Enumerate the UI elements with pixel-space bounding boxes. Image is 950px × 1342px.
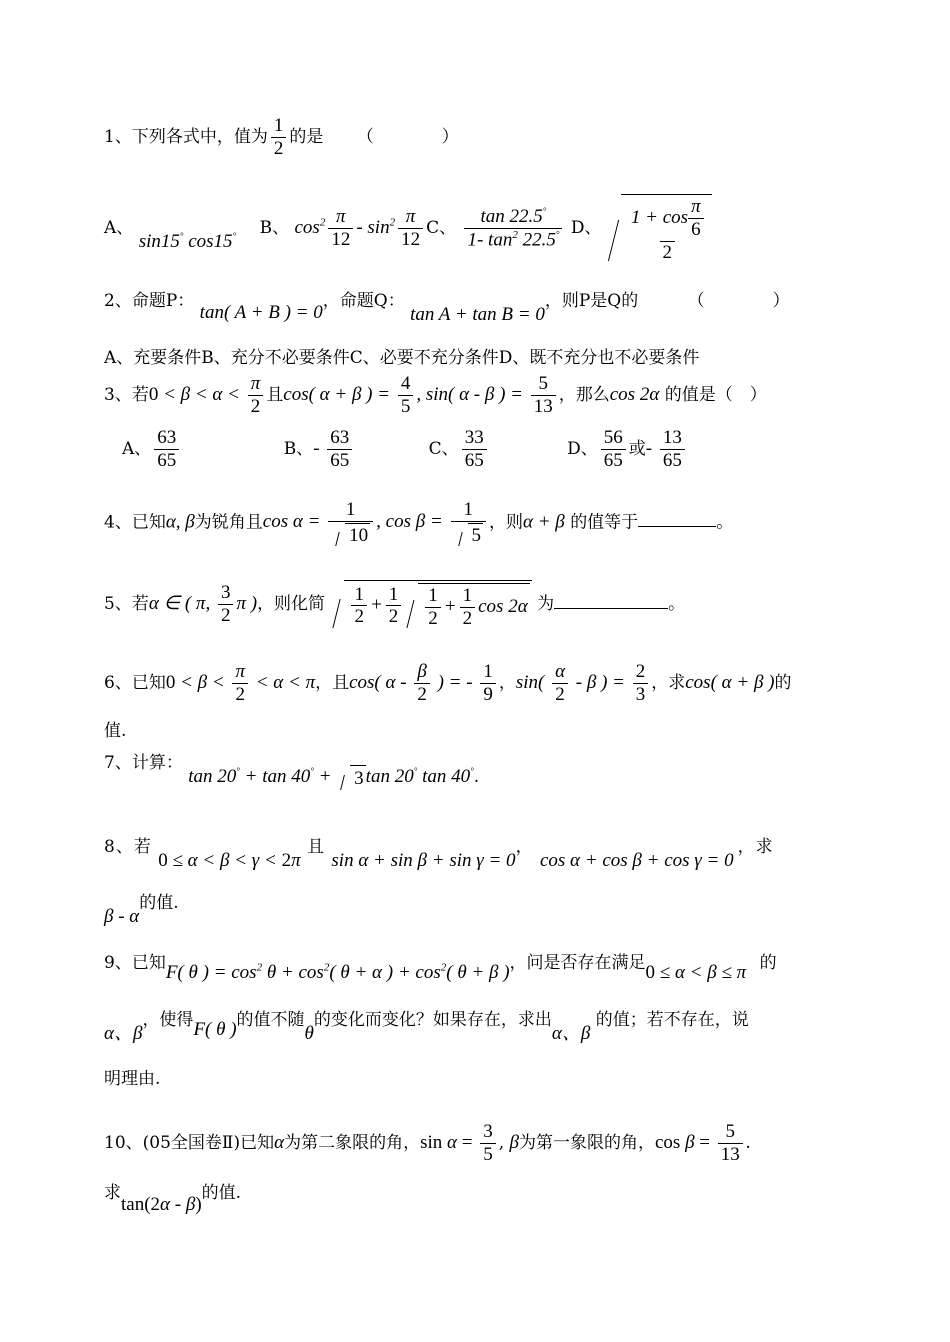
q10-beta: β: [509, 1131, 519, 1153]
q7-lead: 7、计算：: [104, 753, 183, 773]
q5-lead: 5、若: [104, 593, 149, 614]
q3-qie: 且: [266, 384, 284, 405]
q10-mid2: 为第一象限的角，: [519, 1132, 655, 1153]
q2-mid: ，命题Q：: [322, 291, 405, 311]
q6-target: cos( α + β ): [685, 671, 775, 693]
q3-or: 或: [628, 438, 646, 459]
q9-de: 的: [759, 953, 777, 973]
question-9: [104, 948, 777, 983]
question-3-options: [122, 428, 688, 471]
q3-option-b-value: - $\frac{63}{65}$: [313, 438, 355, 459]
option-d-formula: 1 + cos $\frac{\pi}{6}$ 2: [607, 194, 712, 263]
answer-paren: （ ）: [687, 291, 790, 311]
question-3: [104, 374, 767, 417]
q6-condition: 0 < β < $\frac{\pi}{2}$ < α < π: [165, 661, 316, 705]
q8-cos-sum: cos α + cos β + cos γ = 0: [539, 850, 734, 871]
q8-comma: ，: [515, 837, 534, 857]
q4-lead: 4、已知: [104, 512, 166, 533]
q8-lead: 8、若: [104, 837, 152, 857]
q10-lead: 10、(05全国卷Ⅱ)已知: [104, 1132, 275, 1153]
q3-lead: 3、若: [104, 384, 149, 405]
q8-target: β - α: [104, 906, 140, 927]
q9-mid: ，问是否存在满足: [509, 953, 646, 973]
q5-end: 。: [668, 593, 686, 614]
q4-mid: 为锐角且: [194, 512, 263, 533]
q10-tail: 的值.: [201, 1183, 242, 1203]
q3-end: 的值是（ ）: [664, 384, 767, 405]
q8-sin-sum: sin α + sin β + sin γ = 0: [331, 850, 516, 871]
q5-tail: 为: [537, 593, 555, 614]
q3-condition: 0 < β < α < $\frac{\pi}{2}$: [149, 384, 266, 405]
option-a-label: A、: [104, 217, 134, 238]
q3-option-a-value: $\frac{63}{65}$: [154, 428, 179, 471]
q10-target: tan(2α - β): [121, 1194, 202, 1215]
q10-sin-alpha: sin α = $\frac{3}{5}$: [420, 1132, 499, 1153]
proposition-q: tan A + tan B = 0: [410, 304, 545, 325]
q4-sum: α + β: [523, 511, 565, 533]
q9-condition: 0 ≤ α < β ≤ π: [645, 962, 747, 983]
question-2-options: [104, 343, 699, 368]
q6-tail: ，求: [651, 672, 686, 693]
answer-paren: （ ）: [356, 126, 459, 147]
q4-then: ，则: [489, 512, 524, 533]
q8-tail: ，求: [737, 837, 774, 857]
question-7: [104, 748, 480, 790]
q9-line2-tail: 的值；若不存在，说: [595, 1010, 749, 1030]
q3-option-c-label: C、: [428, 438, 459, 459]
q1-lead: 1、下列各式中，值为: [104, 126, 268, 147]
q10-qiu: 求: [104, 1183, 121, 1203]
q4-given: cos α = $\frac{1}{10}$ , cos β = $\frac{1}{5}$: [263, 511, 489, 532]
q7-expression: tan 20° + tan 40° + 3 tan 20° tan 40°: [188, 766, 474, 790]
question-1: [104, 116, 459, 159]
q9-line2-mid: 的值不随: [236, 1010, 305, 1030]
q5-answer-blank[interactable]: [554, 608, 668, 609]
q4-alpha-beta: α, β: [165, 511, 195, 533]
q3-target: cos 2α: [609, 383, 660, 405]
q6-lead: 6、已知: [104, 672, 166, 693]
question-10: 10、(05全国卷Ⅱ)已知α为第二象限的角，sin α = $\frac{3}{5}$ , β为第一象限的角，cos β = $\frac{5}{13}$ .: [104, 1121, 751, 1165]
q7-end: .: [473, 767, 480, 787]
question-6-line-2: [104, 716, 126, 741]
option-a-formula: sin15° cos15°: [138, 230, 237, 252]
q8-qie: 且: [307, 837, 325, 857]
q9-alpha-beta: α、β: [104, 1023, 143, 1044]
option-c-formula: $\frac{\tan 22.5^\circ}{1- \tan^2 22.5^\circ}$: [461, 217, 565, 238]
q3-option-d-value-2: - $\frac{13}{65}$: [646, 438, 688, 459]
q3-option-a-label: A、: [122, 438, 152, 459]
q6-given-sin: sin( $\frac{\alpha}{2}$ - β ) = $\frac{2}{3}$: [516, 672, 651, 693]
proposition-p: tan( A + B ) = 0: [199, 302, 323, 323]
q3-option-d-value-1: $\frac{56}{65}$: [601, 428, 626, 471]
option-b-formula: $\cos^2$ $\frac{\pi}{12}$ - $\sin^2$ $\frac{\pi}{12}$: [294, 217, 426, 238]
q6-given-cos: cos( α - $\frac{\beta}{2}$ ) = - $\frac{1}{9}$: [349, 672, 499, 693]
question-5: [104, 580, 685, 629]
question-6: [104, 662, 792, 705]
q3-option-b-label: B、: [283, 438, 314, 459]
q8-condition: 0 ≤ α < β < γ < 2π: [158, 850, 301, 871]
option-d-label: D、: [570, 217, 602, 238]
q10-mid1: 为第二象限的角，: [284, 1132, 421, 1153]
q9-line3: 明理由.: [104, 1069, 161, 1089]
q9-alpha-beta-2: α、β: [551, 1023, 591, 1044]
question-8: [104, 832, 774, 871]
q4-tail: 的值等于: [570, 512, 639, 533]
option-c-label: C、: [426, 217, 457, 238]
question-2: [104, 286, 790, 325]
q2-tail: ，则P是Q的: [544, 291, 639, 311]
q2-options-text: A、充要条件B、充分不必要条件C、必要不充分条件D、既不充分也不必要条件: [104, 348, 700, 368]
question-9-line-2: [104, 1004, 749, 1044]
q8-line2: 的值.: [139, 893, 179, 913]
q3-tail: ，那么: [558, 384, 610, 405]
q9-theta: θ: [304, 1023, 314, 1044]
q9-line2-mid2: 的变化而变化？如果存在，求出: [313, 1010, 552, 1030]
q10-alpha: α: [274, 1131, 285, 1153]
q3-option-d-label: D、: [567, 438, 598, 459]
q5-expression: $\frac{1}{2}$ + $\frac{1}{2}$ $\frac{1}{2}$ + $\frac{1}{2}$ cos 2α: [330, 580, 531, 629]
q3-given: cos( α + β ) = $\frac{4}{5}$ , sin( α - β ) = $\frac{5}{13}$: [283, 384, 558, 405]
q6-de: 的: [774, 672, 792, 693]
q9-lead: 9、已知: [104, 953, 166, 973]
q5-range: α ∈ ( π, $\frac{3}{2}$ π ): [148, 582, 258, 627]
q4-end: 。: [716, 512, 734, 533]
option-b-label: B、: [259, 217, 290, 238]
q3-option-c-value: $\frac{33}{65}$: [462, 428, 487, 471]
q5-mid: ，则化简: [257, 593, 326, 614]
question-4: [104, 500, 733, 546]
q10-cos-beta: cos β = $\frac{5}{13}$ .: [655, 1121, 751, 1165]
q6-comma: ，: [498, 672, 516, 693]
q1-after: 的是: [289, 126, 324, 147]
q9-function: F( θ ) = $\cos^2 \theta + \cos^2$( θ + α ) + $\cos^2$( θ + β ): [165, 961, 510, 983]
q9-function-short: F( θ ): [193, 1019, 237, 1040]
question-1-options: [104, 194, 712, 263]
question-10-line-2: [104, 1178, 242, 1215]
q6-qie: ，且: [315, 672, 350, 693]
q9-shide: ，使得: [142, 1010, 194, 1030]
fraction-one-half: $\frac{1}{2}$: [271, 116, 287, 159]
question-9-line-3: [104, 1064, 160, 1089]
q4-answer-blank[interactable]: [638, 526, 716, 527]
question-8-line-2: [104, 888, 179, 927]
q6-line2: 值.: [104, 721, 127, 741]
q2-lead: 2、命题P：: [104, 291, 195, 311]
